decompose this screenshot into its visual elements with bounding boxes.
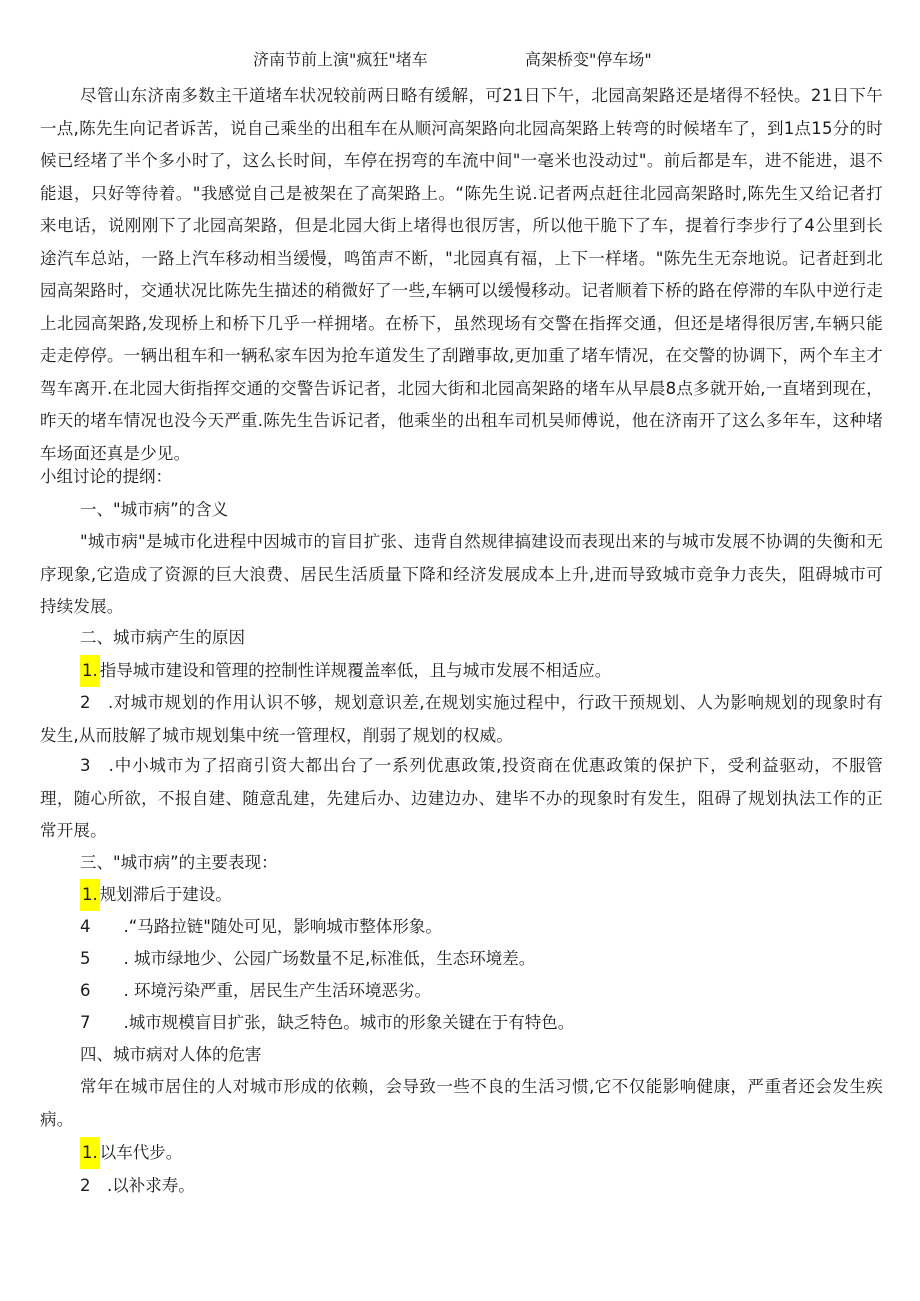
section-2-heading: 二、城市病产生的原因 <box>80 628 245 647</box>
section-4-item-1-text: 以车代步。 <box>99 1143 183 1162</box>
section-1-heading: 一、"城市病”的含义 <box>80 500 229 519</box>
highlighted-number: 1. <box>80 1137 100 1169</box>
section-2-item-1 <box>80 655 920 687</box>
section-2-item-1-text: 指导城市建设和管理的控制性详规覆盖率低，且与城市发展不相适应。 <box>99 661 612 680</box>
section-4-body: 常年在城市居住的人对城市形成的依赖，会导致一些不良的生活习惯,它不仅能影响健康，严重者还会发生疾病。 <box>40 1077 883 1129</box>
section-3-item-7: 7 .城市规模盲目扩张，缺乏特色。城市的形象关键在于有特色。 <box>80 1013 575 1032</box>
section-3-item-6: 6 . 环境污染严重，居民生产生活环境恶劣。 <box>80 981 431 1000</box>
highlighted-number: 1. <box>80 879 100 911</box>
section-3-item-1-text: 规划滞后于建设。 <box>99 885 232 904</box>
section-3-item-5: 5 . 城市绿地少、公园广场数量不足,标准低，生态环境差。 <box>80 949 536 968</box>
section-3-item-4: 4 .“马路拉链"随处可见，影响城市整体形象。 <box>80 917 442 936</box>
article-body: 尽管山东济南多数主干道堵车状况较前两日略有缓解，可21日下午，北园高架路还是堵得不轻快。21日下午一点,陈先生向记者诉苦，说自己乘坐的出租车在从顺河高架路向北园高架路上转弯的时候堵车了，到1点15分的时候已经堵了半个多小时了，这么长时间，车停在拐弯的车流中间"一毫米也没动过"。前后都是车，进不能进，退不能退，只好等待着。"我感觉自己是被架在了高架路上。“陈先生说.记者两点赶往北园高架路时,陈先生又给记者打来电话，说刚刚下了北园高架路，但是北园大街上堵得也很厉害，所以他干脆下了车，提着行李步行了4公里到长途汽车总站，一路上汽车移动相当缓慢，鸣笛声不断，"北园真有福，上下一样堵。"陈先生无奈地说。记者赶到北园高架路时，交通状况比陈先生描述的稍微好了一些,车辆可以缓慢移动。记者顺着下桥的路在停滞的车队中逆行走上北园高架路,发现桥上和桥下几乎一样拥堵。在桥下，虽然现场有交警在指挥交通，但还是堵得很厉害,车辆只能走走停停。一辆出租车和一辆私家车因为抢车道发生了刮蹭事故,更加重了堵车情况，在交警的协调下，两个车主才驾车离开.在北园大街指挥交通的交警告诉记者，北园大街和北园高架路的堵车从早晨8点多就开始,一直堵到现在，昨天的堵车情况也没今天严重.陈先生告诉记者，他乘坐的出租车司机吴师傅说，他在济南开了这么多年车，这种堵车场面还真是少见。 <box>40 86 883 463</box>
section-3-item-1 <box>80 879 920 911</box>
outline-heading: 小组讨论的提纲： <box>40 467 172 486</box>
section-3-heading: 三、"城市病”的主要表现： <box>80 853 278 872</box>
section-4-item-1 <box>80 1137 920 1169</box>
article-title <box>0 47 920 73</box>
section-4-item-2: 2 .以补求寿。 <box>80 1176 195 1195</box>
title-part-1: 济南节前上演"疯狂"堵车 <box>253 50 428 69</box>
section-2-item-2: 2 .对城市规划的作用认识不够，规划意识差,在规划实施过程中，行政干预规划、人为影响规划的现象时有发生,从而肢解了城市规划集中统一管理权，削弱了规划的权威。 <box>40 693 883 745</box>
section-1-body: "城市病"是城市化进程中因城市的盲目扩张、违背自然规律搞建设而表现出来的与城市发展不协调的失衡和无序现象,它造成了资源的巨大浪费、居民生活质量下降和经济发展成本上升,进而导致城市竞争力丧失，阻碍城市可持续发展。 <box>40 532 883 616</box>
highlighted-number: 1. <box>80 655 100 687</box>
section-2-item-3: 3 .中小城市为了招商引资大都出台了一系列优惠政策,投资商在优惠政策的保护下，受利益驱动，不服管理，随心所欲，不报自建、随意乱建，先建后办、边建边办、建毕不办的现象时有发生，阻碍了规划执法工作的正常开展。 <box>40 756 883 840</box>
section-4-heading: 四、城市病对人体的危害 <box>80 1045 262 1064</box>
title-part-2: 高架桥变"停车场" <box>525 50 652 69</box>
